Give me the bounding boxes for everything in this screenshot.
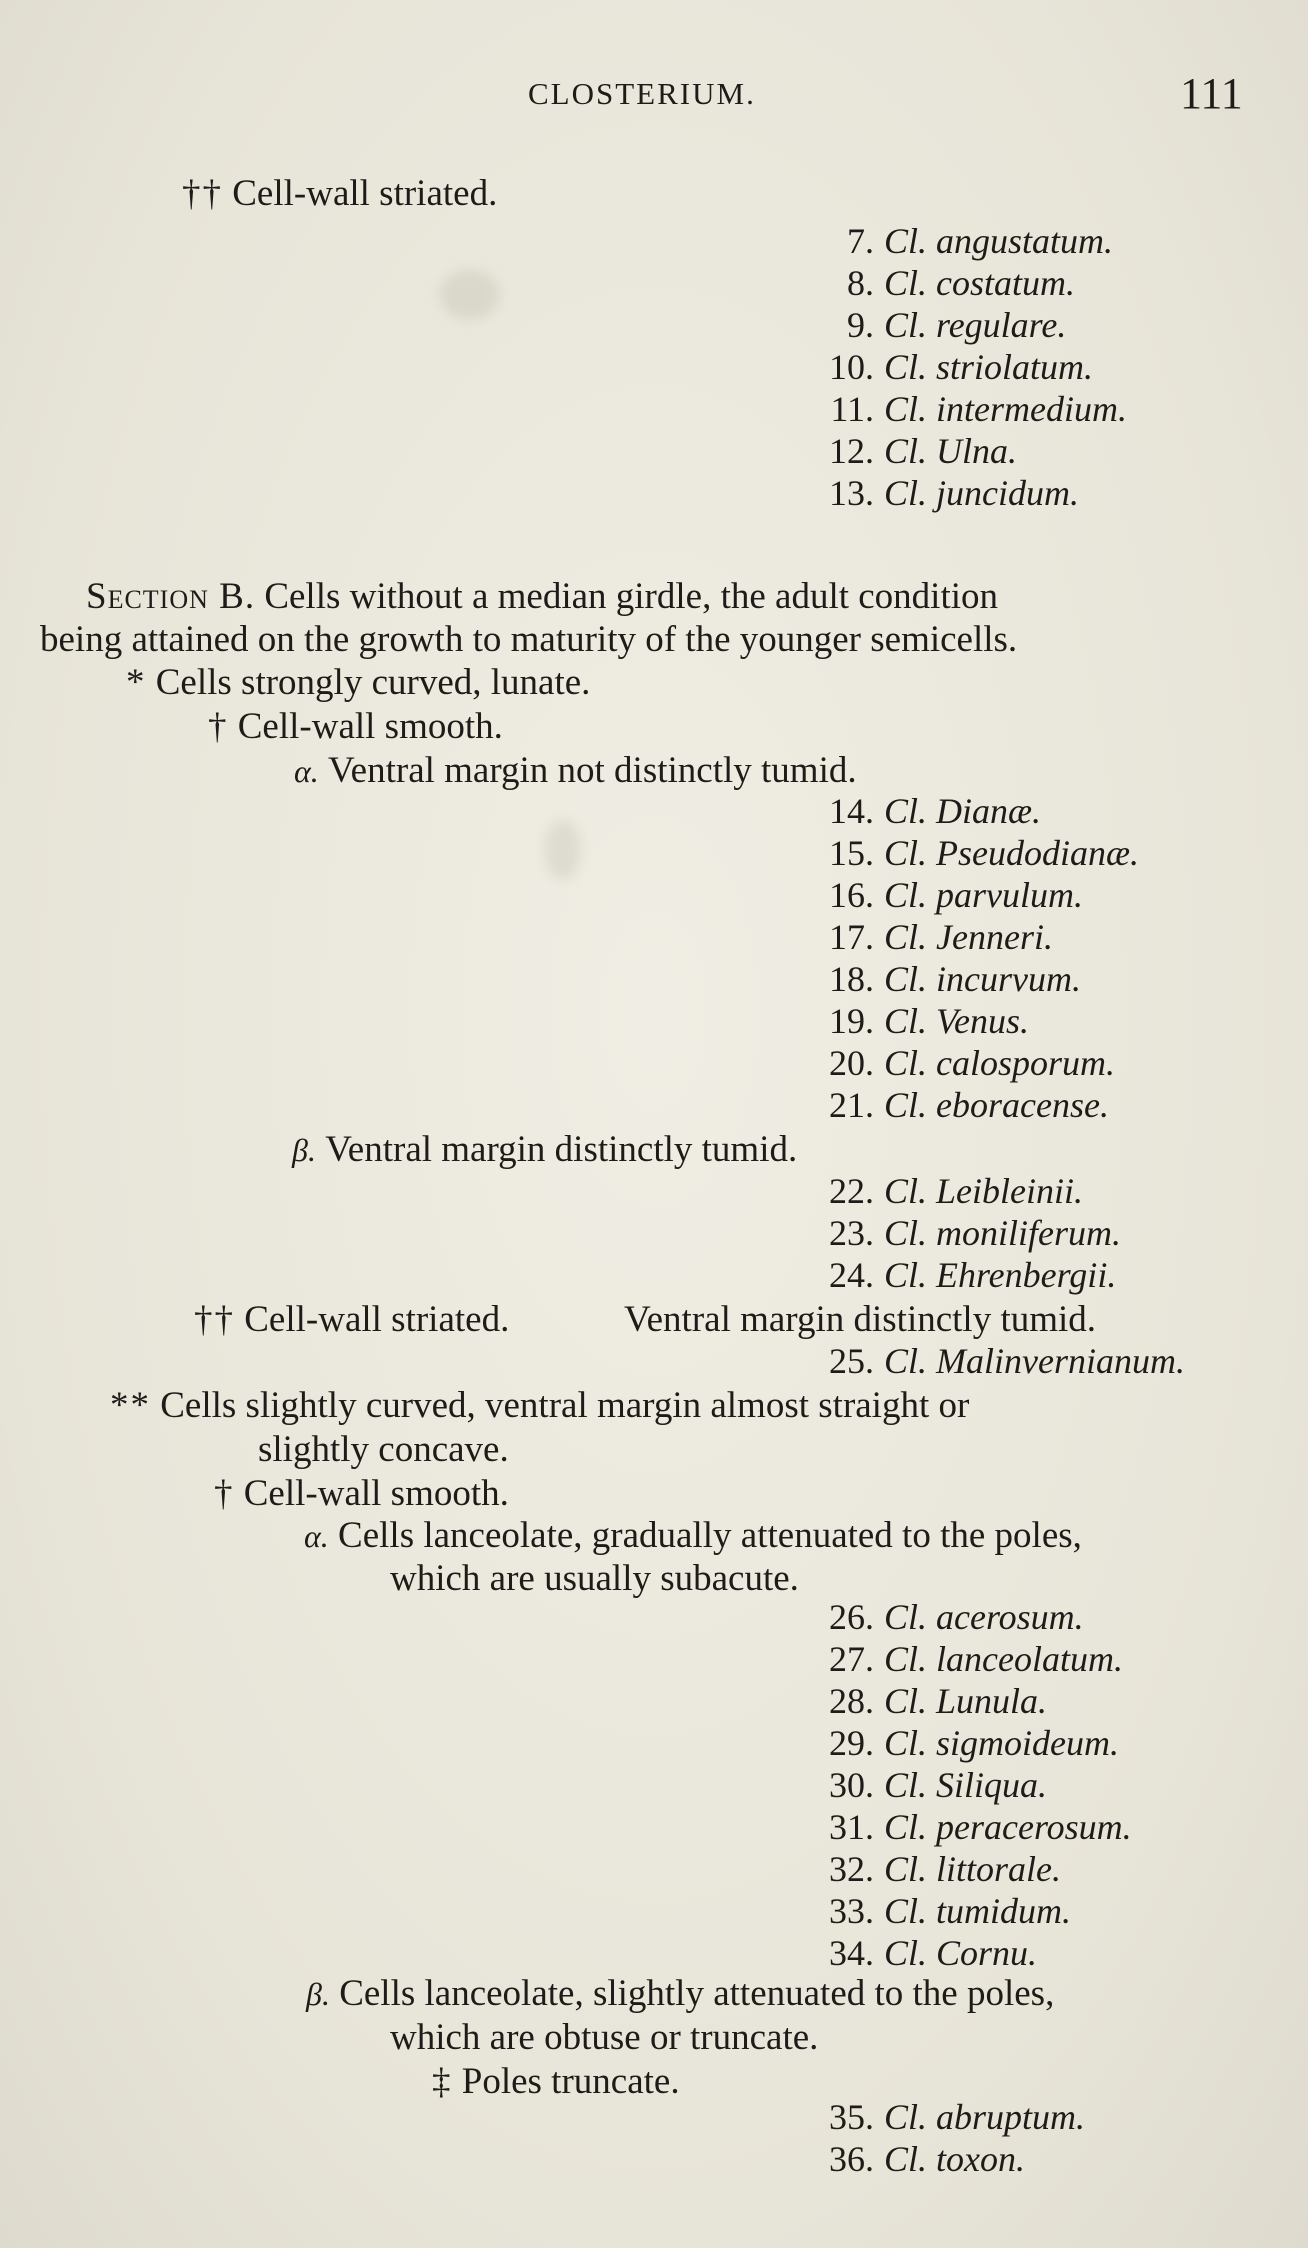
double-dagger-marker: ‡: [432, 2061, 453, 2102]
species-entry: 9. Cl. regulare.: [847, 305, 1067, 345]
species-entry: 13. Cl. juncidum.: [829, 473, 1079, 513]
subgroup-heading: α. Ventral margin not distinctly tumid.: [294, 750, 857, 791]
group-heading: ** Cells slightly curved, ventral margin almost straight or: [110, 1385, 970, 1426]
group-heading: * Cells strongly curved, lunate.: [126, 662, 591, 703]
species-list: [812, 220, 1127, 514]
species-entry: 30. Cl. Siliqua.: [829, 1765, 1048, 1805]
species-entry: 16. Cl. parvulum.: [829, 875, 1084, 915]
group-heading: ‡ Poles truncate.: [432, 2061, 680, 2102]
group-heading-text: Cell-wall striated.: [232, 173, 498, 214]
subgroup-heading-continued: which are usually subacute.: [390, 1558, 799, 1599]
species-entry: 27. Cl. lanceolatum.: [829, 1639, 1123, 1679]
species-entry: 10. Cl. striolatum.: [829, 347, 1094, 387]
page-number: 111: [1180, 69, 1243, 118]
subgroup-heading-continued: which are obtuse or truncate.: [390, 2017, 819, 2058]
species-entry: 17. Cl. Jenneri.: [829, 917, 1053, 957]
beta-marker: β.: [306, 1976, 330, 2012]
species-entry: 22. Cl. Leibleinii.: [829, 1171, 1084, 1211]
species-list: [812, 2096, 1085, 2180]
species-entry: 18. Cl. incurvum.: [829, 959, 1081, 999]
group-heading: † Cell-wall smooth.: [214, 1473, 509, 1514]
beta-marker: β.: [292, 1132, 316, 1168]
species-entry: 33. Cl. tumidum.: [829, 1891, 1072, 1931]
running-title: CLOSTERIUM.: [528, 76, 756, 111]
group-heading: † Cell-wall smooth.: [208, 706, 503, 747]
alpha-marker: α.: [304, 1518, 329, 1554]
double-asterisk-marker: **: [110, 1385, 151, 1426]
group-heading: †† Cell-wall striated.: [194, 1299, 510, 1340]
asterisk-marker: *: [126, 662, 147, 703]
paper-stain: [545, 820, 581, 880]
species-entry: 8. Cl. costatum.: [847, 263, 1076, 303]
species-entry: 26. Cl. acerosum.: [829, 1597, 1084, 1637]
species-entry: 21. Cl. eboracense.: [829, 1085, 1109, 1125]
section-label: Section B.: [86, 576, 256, 617]
alpha-marker: α.: [294, 753, 319, 789]
species-entry: 20. Cl. calosporum.: [829, 1043, 1116, 1083]
section-text-continued: being attained on the growth to maturity of the younger semicells.: [40, 619, 1018, 660]
species-entry: 14. Cl. Dianæ.: [829, 791, 1042, 831]
species-entry: 7. Cl. angustatum.: [847, 221, 1114, 261]
paper-stain: [440, 270, 500, 320]
subgroup-heading: β. Cells lanceolate, slightly attenuated to the poles,: [306, 1973, 1055, 2014]
double-dagger-marker: ††: [194, 1299, 235, 1340]
dagger-marker: †: [214, 1473, 235, 1514]
group-heading-continued: slightly concave.: [258, 1429, 509, 1470]
species-list: [812, 1340, 1185, 1382]
double-dagger-marker: ††: [182, 173, 223, 214]
species-entry: 12. Cl. Ulna.: [829, 431, 1018, 471]
group-heading-detail: Ventral margin distinctly tumid.: [624, 1299, 1097, 1340]
species-entry: 24. Cl. Ehrenbergii.: [829, 1255, 1117, 1295]
species-entry: 28. Cl. Lunula.: [829, 1681, 1048, 1721]
group-heading: [182, 172, 497, 216]
section-text: Cells without a median girdle, the adult condition: [264, 576, 999, 617]
subgroup-heading: β. Ventral margin distinctly tumid.: [292, 1129, 798, 1170]
species-entry: 23. Cl. moniliferum.: [829, 1213, 1122, 1253]
dagger-marker: †: [208, 706, 229, 747]
species-entry: 36. Cl. toxon.: [829, 2139, 1025, 2179]
species-entry: 29. Cl. sigmoideum.: [829, 1723, 1120, 1763]
species-entry: 34. Cl. Cornu.: [829, 1933, 1038, 1973]
species-entry: 19. Cl. Venus.: [829, 1001, 1030, 1041]
species-list: [812, 1596, 1132, 1974]
species-entry: 15. Cl. Pseudodianæ.: [829, 833, 1140, 873]
species-entry: 11. Cl. intermedium.: [830, 389, 1127, 429]
species-list: [812, 790, 1139, 1126]
species-entry: 35. Cl. abruptum.: [829, 2097, 1086, 2137]
section-heading: [86, 575, 998, 619]
subgroup-heading: α. Cells lanceolate, gradually attenuated to the poles,: [304, 1515, 1082, 1556]
species-entry: 31. Cl. peracerosum.: [829, 1807, 1132, 1847]
species-entry: 25. Cl. Malinvernianum.: [829, 1341, 1185, 1381]
species-entry: 32. Cl. littorale.: [829, 1849, 1062, 1889]
species-list: [812, 1170, 1121, 1296]
